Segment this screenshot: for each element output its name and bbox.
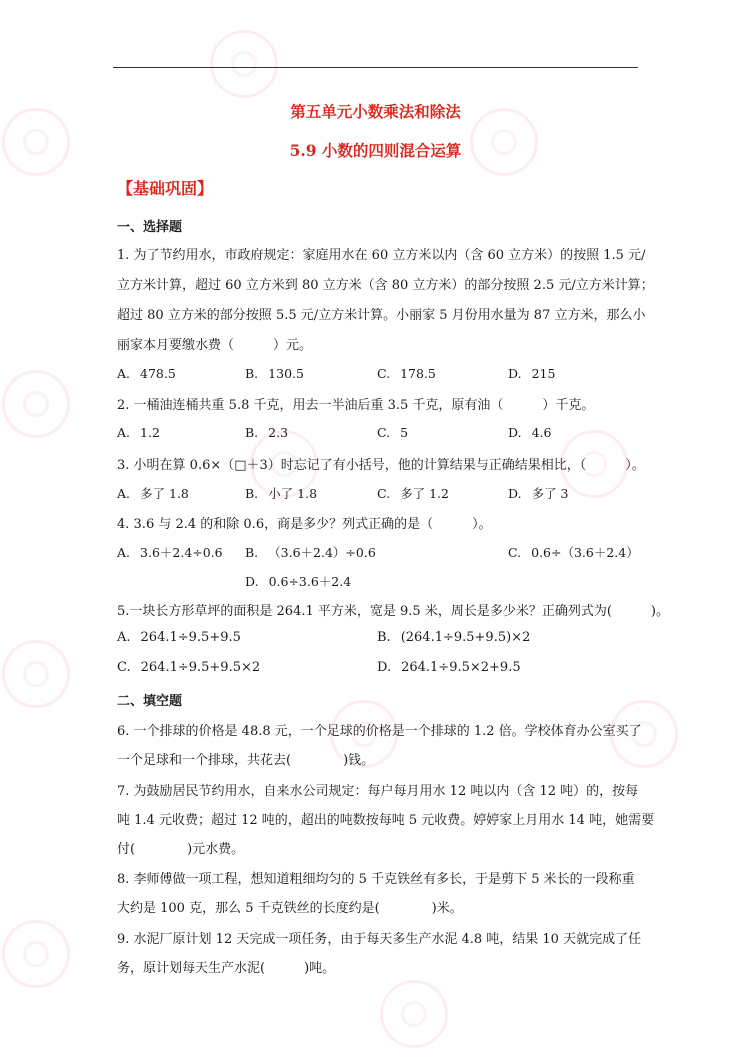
- option-a: A. 多了 1.8: [117, 486, 189, 501]
- question-line: 丽家本月要缴水费（ ）元。: [117, 338, 313, 353]
- option-b: B. 130.5: [245, 366, 304, 381]
- question-line: 大约是 100 克，那么 5 千克铁丝的长度约是( )米。: [117, 901, 463, 916]
- question-line: 6. 一个排球的价格是 48.8 元，一个足球的价格是一个排球的 1.2 倍。学校体育办公室买了: [117, 724, 642, 739]
- doc-title: 第五单元小数乘法和除法: [290, 102, 461, 121]
- watermark-logo-icon: [380, 980, 448, 1048]
- option-b: B. （3.6＋2.4）÷0.6: [245, 545, 376, 560]
- watermark-logo-icon: [210, 30, 278, 98]
- question-line: 8. 李师傅做一项工程，想知道粗细均匀的 5 千克铁丝有多长，于是剪下 5 米长的一段称重: [117, 872, 635, 887]
- question-line: 务，原计划每天生产水泥( )吨。: [117, 961, 336, 976]
- watermark-logo-icon: [2, 108, 70, 176]
- option-d: D. 215: [508, 366, 556, 381]
- question-line: 1. 为了节约用水，市政府规定：家庭用水在 60 立方米以内（含 60 立方米）的按照 1.5 元/: [117, 248, 646, 263]
- question-line: 3. 小明在算 0.6×（□＋3）时忘记了有小括号，他的计算结果与正确结果相比，（ ）。: [117, 458, 645, 473]
- watermark-logo-icon: [2, 920, 70, 988]
- question-line: 超过 80 立方米的部分按照 5.5 元/立方米计算。小丽家 5 月份用水量为 87 立方米，那么小: [117, 308, 646, 323]
- question-line: 5.一块长方形草坪的面积是 264.1 平方米，宽是 9.5 米，周长是多少米？正确列式为( )。: [117, 604, 669, 619]
- option-c: C. 0.6÷（3.6＋2.4）: [508, 545, 639, 560]
- option-b: B. 小了 1.8: [245, 486, 318, 501]
- question-line: 2. 一桶油连桶共重 5.8 千克，用去一半油后重 3.5 千克，原有油（ ）千克。: [117, 398, 595, 413]
- option-a: A. 264.1÷9.5+9.5: [117, 630, 241, 645]
- question-line: 吨 1.4 元收费；超过 12 吨的，超出的吨数按每吨 5 元收费。婷婷家上月用水 14 吨，她需要: [117, 813, 655, 828]
- header-rule: [113, 67, 638, 68]
- question-line: 9. 水泥厂原计划 12 天完成一项任务，由于每天多生产水泥 4.8 吨，结果 10 天就完成了任: [117, 932, 642, 947]
- question-line: 付( )元水费。: [117, 842, 245, 857]
- watermark-logo-icon: [2, 640, 70, 708]
- option-d: D. 多了 3: [508, 486, 569, 501]
- option-a: A. 3.6＋2.4÷0.6: [117, 545, 223, 560]
- part-heading-choice: 一、选择题: [117, 220, 183, 235]
- option-b: B. (264.1÷9.5+9.5)×2: [377, 630, 531, 645]
- option-c: C. 多了 1.2: [377, 486, 449, 501]
- section-header: 【基础巩固】: [117, 179, 214, 198]
- question-line: 一个足球和一个排球，共花去( )钱。: [117, 753, 375, 768]
- option-c: C. 264.1÷9.5+9.5×2: [117, 660, 261, 675]
- option-d: D. 4.6: [508, 425, 552, 440]
- option-a: A. 478.5: [117, 366, 176, 381]
- option-b: B. 2.3: [245, 425, 289, 440]
- option-a: A. 1.2: [117, 425, 160, 440]
- question-line: 7. 为鼓励居民节约用水，自来水公司规定：每户每月用水 12 吨以内（含 12 吨）的，按每: [117, 784, 639, 799]
- watermark-logo-icon: [2, 370, 70, 438]
- part-heading-fill: 二、填空题: [117, 694, 183, 709]
- option-c: C. 178.5: [377, 366, 436, 381]
- doc-subtitle: 5.9 小数的四则混合运算: [289, 141, 462, 160]
- question-line: 立方米计算，超过 60 立方米到 80 立方米（含 80 立方米）的部分按照 2.5 元/立方米计算；: [117, 278, 654, 293]
- option-c: C. 5: [377, 425, 409, 440]
- option-d: D. 0.6÷3.6＋2.4: [245, 574, 352, 589]
- option-d: D. 264.1÷9.5×2+9.5: [377, 660, 521, 675]
- question-line: 4. 3.6 与 2.4 的和除 0.6，商是多少？列式正确的是（ ）。: [117, 517, 492, 532]
